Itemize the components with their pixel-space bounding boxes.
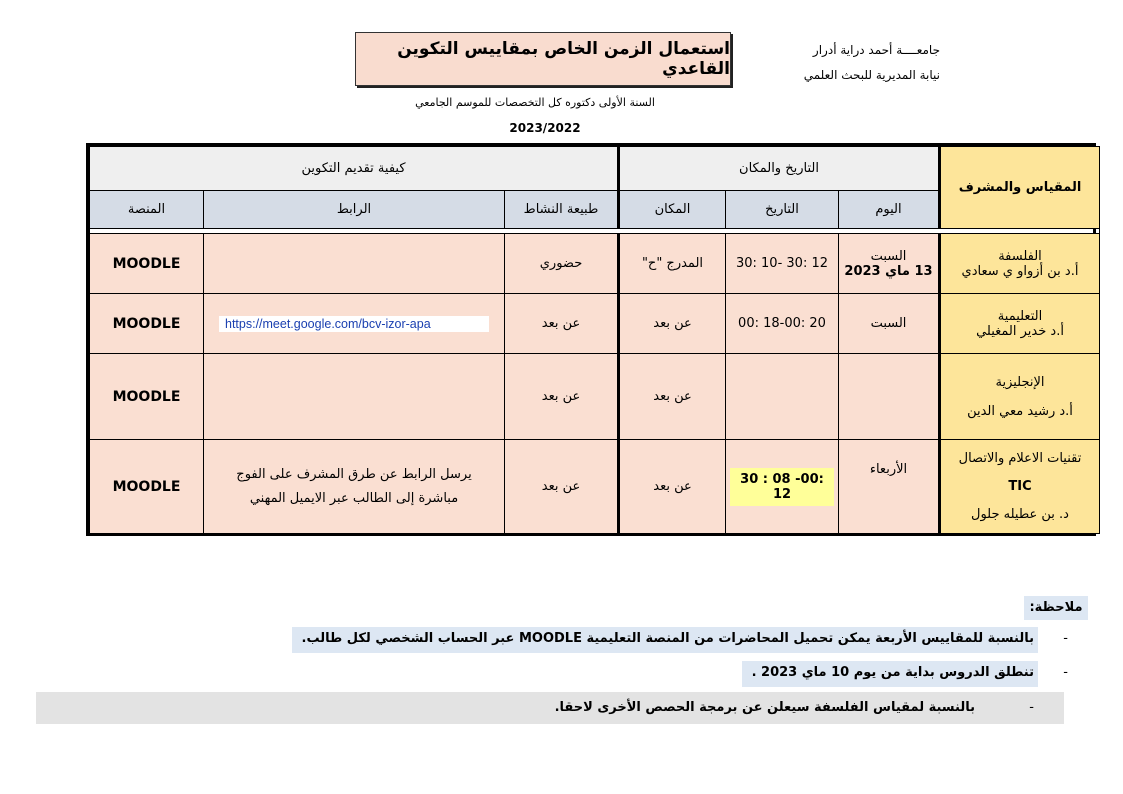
col-day: اليوم xyxy=(839,191,940,229)
page-title-text: استعمال الزمن الخاص بمقاييس التكوين القاعدي xyxy=(397,39,730,79)
module-cell xyxy=(940,440,1100,534)
activity-cell: عن بعد xyxy=(505,294,619,354)
day-cell xyxy=(839,354,940,440)
module-name: الإنجليزية xyxy=(995,374,1045,390)
col-date: التاريخ xyxy=(726,191,839,229)
link-note-line1: يرسل الرابط عن طرق المشرف على الفوج xyxy=(236,466,472,482)
day-cell: الأربعاء xyxy=(839,440,940,534)
col-place: المكان xyxy=(619,191,726,229)
col-platform: المنصة xyxy=(90,191,204,229)
activity-cell: عن بعد xyxy=(505,440,619,534)
module-cell xyxy=(940,294,1100,354)
page-title xyxy=(355,32,731,86)
header-delivery: كيفية تقديم التكوين xyxy=(90,147,619,191)
note-text: بالنسبة للمقاييس الأربعة يمكن تحميل المحاضرات من المنصة التعليمية MOODLE عبر الحساب الشخصي لكل طالب. xyxy=(301,631,1034,646)
module-cell xyxy=(940,354,1100,440)
academic-year: 2023/2022 xyxy=(509,121,581,135)
activity-cell: عن بعد xyxy=(505,354,619,440)
col-link: الرابط xyxy=(204,191,505,229)
link-cell xyxy=(204,440,505,534)
notes-title: ملاحظة: xyxy=(1024,596,1088,620)
directorate-name: نيابة المديرية للبحث العلمي xyxy=(803,68,940,82)
day-date: 13 ماي 2023 xyxy=(844,263,933,279)
link-note-line2: مباشرة إلى الطالب عبر الايميل المهني xyxy=(249,490,459,506)
module-name: التعليمية xyxy=(997,308,1043,324)
university-header xyxy=(760,38,940,88)
supervisor-name: أ.د بن أزواو ي سعادي xyxy=(961,263,1079,279)
place-cell: عن بعد xyxy=(619,294,726,354)
university-name: جامعــــة أحمد دراية أدرار xyxy=(812,43,940,57)
platform-cell: MOODLE xyxy=(90,294,204,354)
schedule-table xyxy=(86,143,1096,536)
module-name: الفلسفة xyxy=(998,248,1042,264)
note-item xyxy=(292,627,1068,653)
header-module: المقياس والمشرف xyxy=(940,147,1100,229)
note-item xyxy=(36,692,1064,724)
time-cell: 00: 18-00: 20 xyxy=(726,294,839,354)
bullet-dash: - xyxy=(1029,700,1034,715)
supervisor-name: أ.د خدير المغيلي xyxy=(976,323,1064,339)
note-text: تنطلق الدروس بداية من يوم 10 ماي 2023 . xyxy=(751,665,1034,680)
platform-cell: MOODLE xyxy=(90,440,204,534)
day-cell: السبت xyxy=(839,294,940,354)
bullet-dash: - xyxy=(1063,665,1068,680)
subtitle: السنة الأولى دكتوره كل التخصصات للموسم الجامعي xyxy=(415,96,655,109)
table-row xyxy=(90,294,1100,354)
link-cell xyxy=(204,234,505,294)
meet-link[interactable]: https://meet.google.com/bcv-izor-apa xyxy=(219,316,489,332)
module-code: TIC xyxy=(1008,478,1032,494)
module-name: تقنيات الاعلام والاتصال xyxy=(958,450,1082,466)
day-cell: السبت 13 ماي 2023 xyxy=(839,234,940,294)
time-cell xyxy=(726,440,839,534)
note-item xyxy=(742,661,1068,687)
module-cell xyxy=(940,234,1100,294)
supervisor-name: د. بن عطيله جلول xyxy=(971,506,1069,522)
place-cell: عن بعد xyxy=(619,354,726,440)
platform-cell: MOODLE xyxy=(90,354,204,440)
platform-cell: MOODLE xyxy=(90,234,204,294)
time-highlight: 30 : 08 -00: 12 xyxy=(730,468,834,506)
link-cell xyxy=(204,354,505,440)
link-cell xyxy=(204,294,505,354)
bullet-dash: - xyxy=(1063,631,1068,646)
table-row xyxy=(90,440,1100,534)
col-activity: طبيعة النشاط xyxy=(505,191,619,229)
time-cell xyxy=(726,354,839,440)
place-cell: عن بعد xyxy=(619,440,726,534)
note-text: بالنسبة لمقياس الفلسفة سيعلن عن برمجة الحصص الأخرى لاحقا. xyxy=(554,700,975,715)
place-cell: المدرج "ح" xyxy=(619,234,726,294)
time-cell: 30: 10- 30: 12 xyxy=(726,234,839,294)
supervisor-name: أ.د رشيد معي الدين xyxy=(967,403,1073,419)
table-row xyxy=(90,354,1100,440)
header-datetime-place: التاريخ والمكان xyxy=(619,147,940,191)
activity-cell: حضوري xyxy=(505,234,619,294)
table-row xyxy=(90,234,1100,294)
